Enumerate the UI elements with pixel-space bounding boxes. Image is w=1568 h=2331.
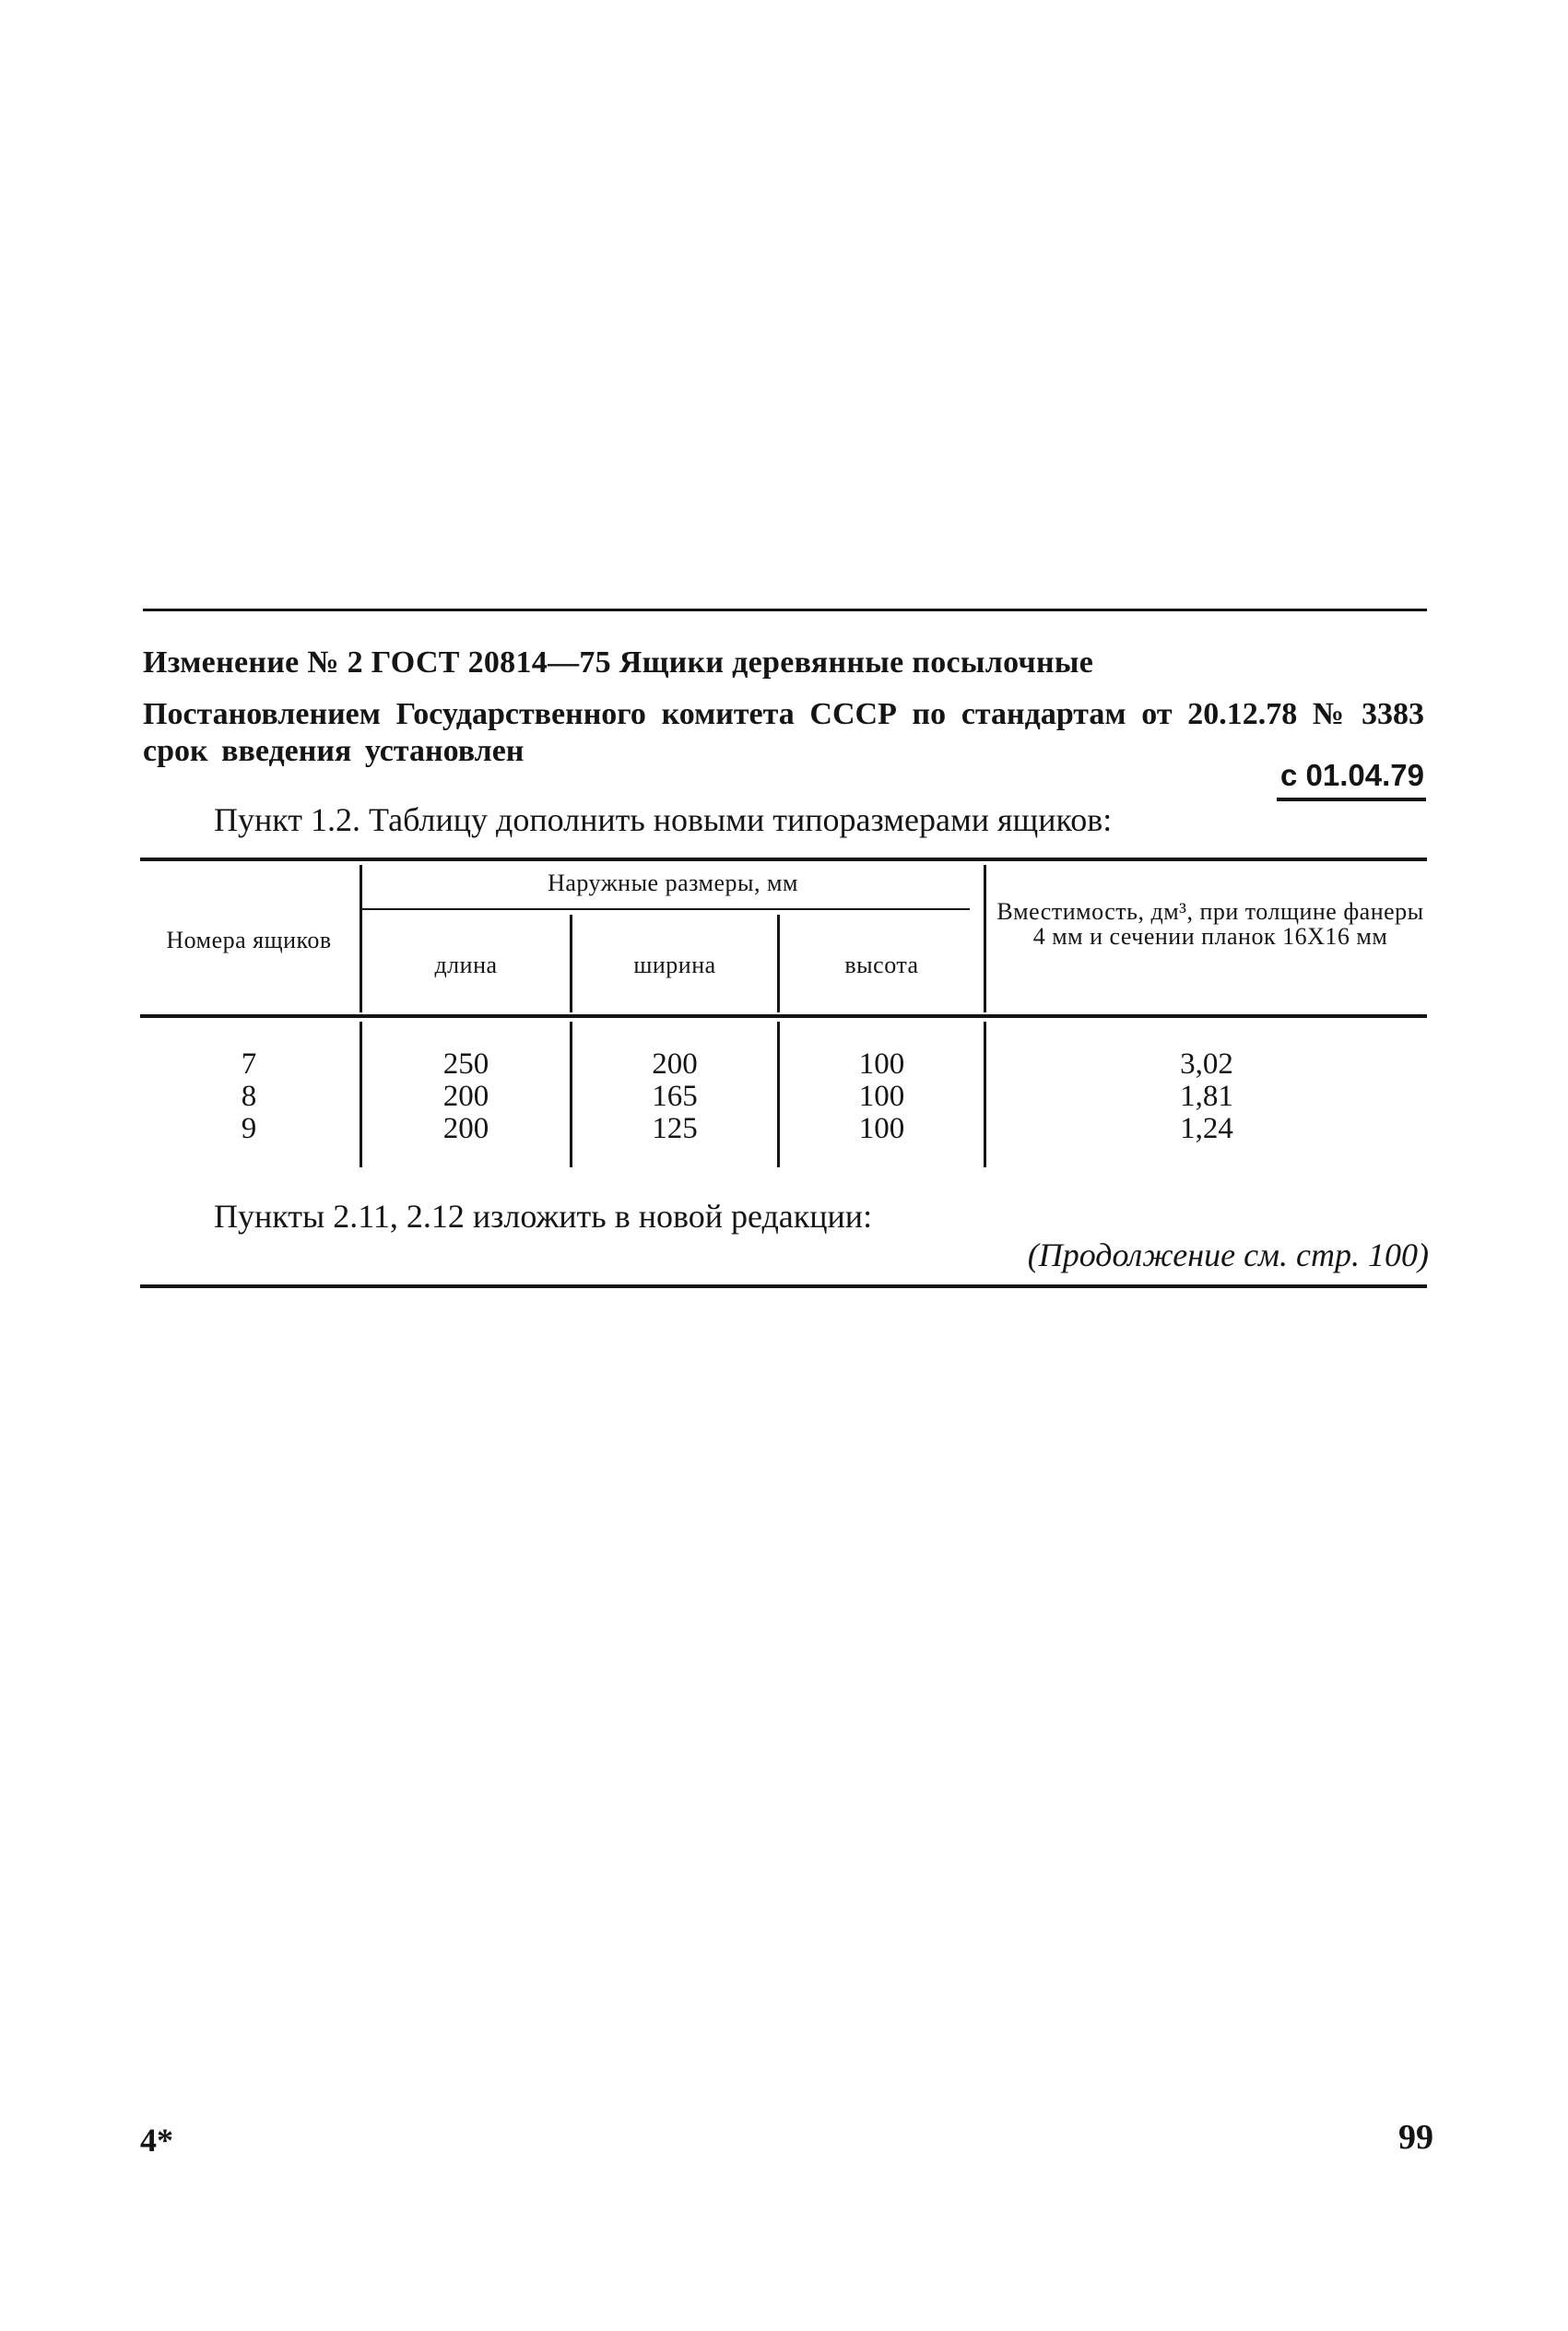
effective-date: с 01.04.79 <box>1280 758 1424 792</box>
header-capacity: Вместимость, дм³, при толщине фанеры 4 мм и сечении планок 16Х16 мм <box>996 898 1424 950</box>
row-capacity: 1,81 <box>1180 1080 1233 1113</box>
amendment-title: Изменение № 2 ГОСТ 20814—75 Ящики деревянные посылочные <box>143 645 1094 680</box>
table-top-rule <box>140 858 1427 861</box>
outer-dims-divider <box>361 908 970 910</box>
header-height: высота <box>844 952 919 978</box>
row-number: 9 <box>241 1112 257 1145</box>
row-width: 165 <box>652 1080 698 1113</box>
header-number: Номера ящиков <box>166 927 332 953</box>
row-length: 200 <box>442 1112 489 1145</box>
top-rule <box>143 609 1427 611</box>
page-signature: 4* <box>140 2122 173 2159</box>
header-outer-dims: Наружные размеры, мм <box>548 870 798 896</box>
effective-date-underline <box>1277 798 1426 801</box>
page-number: 99 <box>1398 2118 1433 2157</box>
row-capacity: 3,02 <box>1180 1047 1233 1081</box>
col-divider-height <box>984 865 986 1012</box>
row-height: 100 <box>858 1112 905 1145</box>
row-height: 100 <box>858 1047 905 1081</box>
bottom-rule <box>140 1284 1427 1288</box>
row-number: 8 <box>241 1080 257 1113</box>
row-width: 200 <box>652 1047 698 1081</box>
row-length: 200 <box>442 1080 489 1113</box>
header-width: ширина <box>633 952 716 978</box>
header-length: длина <box>434 952 498 978</box>
row-capacity: 1,24 <box>1180 1112 1233 1145</box>
table-header-bottom-rule <box>140 1014 1427 1018</box>
row-height: 100 <box>858 1080 905 1113</box>
row-width: 125 <box>652 1112 698 1145</box>
after-table-text: Пункты 2.11, 2.12 изложить в новой редакции: <box>214 1198 873 1235</box>
row-length: 250 <box>442 1047 489 1081</box>
continuation-note: (Продолжение см. стр. 100) <box>1027 1236 1429 1273</box>
row-number: 7 <box>241 1047 257 1081</box>
decree-text: Постановлением Государственного комитета СССР по стандартам от 20.12.78 № 3383 срок введения установлен <box>143 697 1424 768</box>
table-intro-text: Пункт 1.2. Таблицу дополнить новыми типоразмерами ящиков: <box>214 801 1113 838</box>
